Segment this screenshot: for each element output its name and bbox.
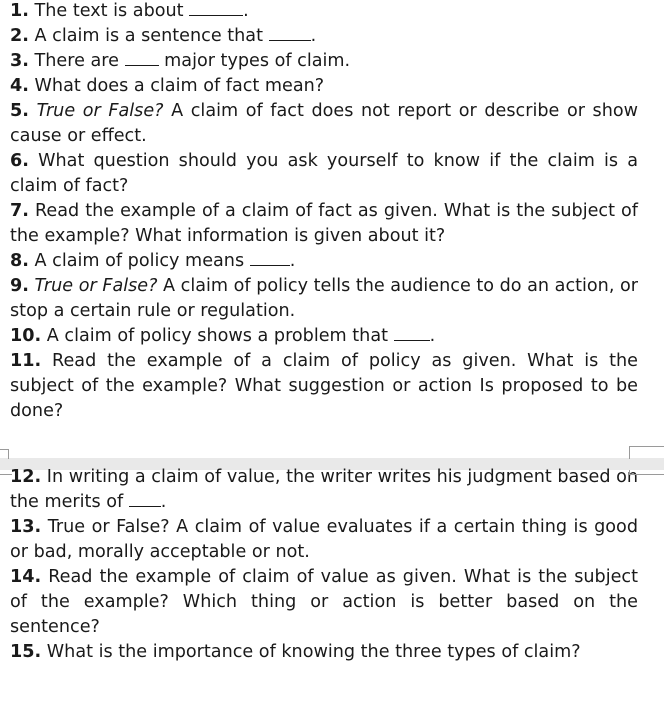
question-number: 4. bbox=[10, 76, 29, 96]
answer-blank bbox=[125, 51, 159, 66]
question-number: 1. bbox=[10, 1, 29, 21]
question-text: What question should you ask yourself to know if the claim is a claim of fact? bbox=[10, 151, 639, 196]
worksheet-page-2 bbox=[0, 467, 664, 718]
question-text: In writing a claim of value, the writer writes his judgment based on the merits of bbox=[10, 467, 639, 512]
crop-mark-bottom-right bbox=[629, 470, 664, 475]
question-prompt-italic: True or False? bbox=[34, 276, 158, 296]
question-text: . bbox=[160, 492, 167, 512]
question-text: . bbox=[429, 326, 436, 346]
question-number: 7. bbox=[10, 201, 29, 221]
question-item bbox=[10, 74, 638, 99]
question-text: . bbox=[289, 251, 296, 271]
question-number: 6. bbox=[10, 151, 29, 171]
question-item bbox=[10, 515, 638, 565]
question-text: Read the example of a claim of policy as given. What is the subject of the example? What suggestion or action Is proposed to be done? bbox=[10, 351, 639, 421]
question-text: A claim is a sentence that bbox=[34, 26, 269, 46]
question-number: 3. bbox=[10, 51, 29, 71]
question-item bbox=[10, 640, 638, 665]
question-number: 5. bbox=[10, 101, 29, 121]
question-text: What is the importance of knowing the three types of claim? bbox=[46, 642, 581, 662]
question-item bbox=[10, 274, 638, 324]
question-number: 11. bbox=[10, 351, 42, 371]
question-text: There are bbox=[34, 51, 125, 71]
question-text: A claim of policy tells the audience to do an action, or stop a certain rule or regulation. bbox=[10, 276, 639, 321]
crop-mark-top-left bbox=[0, 449, 9, 459]
question-item bbox=[10, 49, 638, 74]
crop-mark-bottom-left bbox=[0, 470, 12, 475]
question-number: 10. bbox=[10, 326, 42, 346]
answer-blank bbox=[189, 1, 243, 16]
question-item bbox=[10, 249, 638, 274]
question-text: . bbox=[310, 26, 317, 46]
question-prompt-italic: True or False? bbox=[36, 101, 164, 121]
question-number: 14. bbox=[10, 567, 42, 587]
question-text: A claim of policy means bbox=[34, 251, 250, 271]
question-item bbox=[10, 349, 638, 424]
question-text: The text is about bbox=[34, 1, 190, 21]
question-number: 8. bbox=[10, 251, 29, 271]
question-item bbox=[10, 0, 638, 24]
crop-mark-top-right bbox=[629, 446, 664, 459]
question-text: A claim of policy shows a problem that bbox=[46, 326, 394, 346]
answer-blank bbox=[250, 251, 290, 266]
question-text: major types of claim. bbox=[158, 51, 351, 71]
question-item bbox=[10, 149, 638, 199]
question-item bbox=[10, 24, 638, 49]
question-item bbox=[10, 324, 638, 349]
question-number: 2. bbox=[10, 26, 29, 46]
question-number: 13. bbox=[10, 517, 42, 537]
question-text: True or False? A claim of value evaluates if a certain thing is good or bad, morally acceptable or not. bbox=[10, 517, 638, 562]
answer-blank bbox=[129, 492, 161, 507]
question-number: 15. bbox=[10, 642, 42, 662]
question-item bbox=[10, 199, 638, 249]
question-number: 9. bbox=[10, 276, 29, 296]
question-item bbox=[10, 565, 638, 640]
answer-blank bbox=[394, 326, 430, 341]
question-text: . bbox=[243, 1, 249, 21]
question-text: Read the example of a claim of fact as given. What is the subject of the example? What information is given about it? bbox=[10, 201, 638, 246]
question-text: Read the example of claim of value as given. What is the subject of the example? Which thing or action is better based on the sentence? bbox=[10, 567, 638, 637]
question-item bbox=[10, 99, 638, 149]
question-text: A claim of fact does not report or describe or show cause or effect. bbox=[10, 101, 639, 146]
answer-blank bbox=[269, 26, 311, 41]
question-item bbox=[10, 465, 638, 515]
question-text: What does a claim of fact mean? bbox=[34, 76, 325, 96]
question-number: 12. bbox=[10, 467, 42, 487]
